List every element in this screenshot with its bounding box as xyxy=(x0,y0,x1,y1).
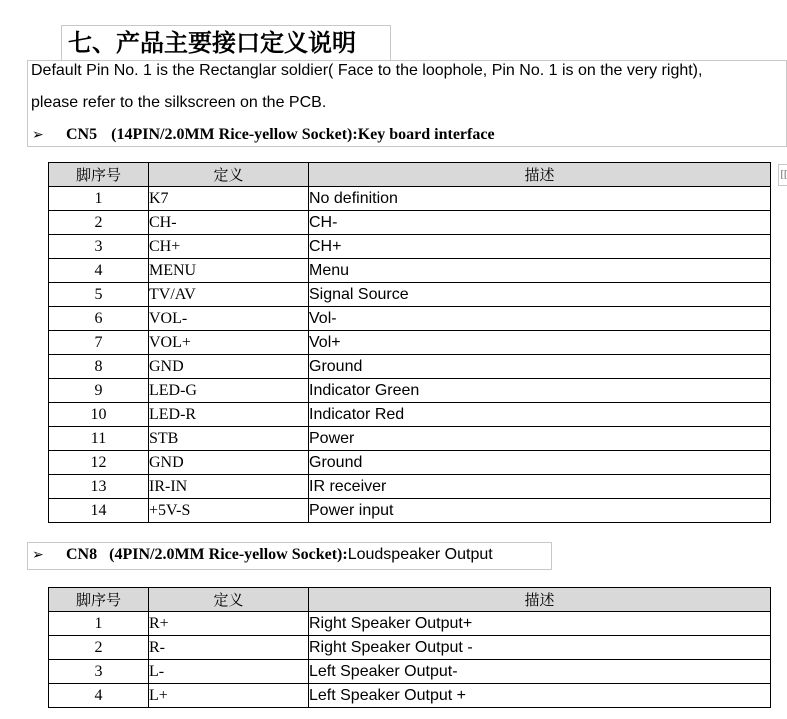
definition-cell: LED-R xyxy=(149,403,309,427)
pin-number-cell: 8 xyxy=(49,355,149,379)
table-row xyxy=(49,499,771,523)
definition-cell: R+ xyxy=(149,612,309,636)
description-cell: Vol- xyxy=(309,307,771,331)
definition-cell: VOL- xyxy=(149,307,309,331)
col-header-definition: 定义 xyxy=(149,588,309,612)
description-cell: Left Speaker Output + xyxy=(309,684,771,708)
pin-number-cell: 13 xyxy=(49,475,149,499)
table-row xyxy=(49,379,771,403)
cn8-name: CN8 xyxy=(66,546,98,563)
pin-number-cell: 10 xyxy=(49,403,149,427)
cn5-heading xyxy=(32,126,495,144)
definition-cell: VOL+ xyxy=(149,331,309,355)
definition-cell: L- xyxy=(149,660,309,684)
pin-number-cell: 12 xyxy=(49,451,149,475)
pin-number-cell: 3 xyxy=(49,660,149,684)
col-header-description: 描述 xyxy=(309,163,771,187)
table-row xyxy=(49,259,771,283)
col-header-definition: 定义 xyxy=(149,163,309,187)
description-cell: Right Speaker Output+ xyxy=(309,612,771,636)
definition-cell: K7 xyxy=(149,187,309,211)
definition-cell: MENU xyxy=(149,259,309,283)
definition-cell: IR-IN xyxy=(149,475,309,499)
pin-number-cell: 4 xyxy=(49,259,149,283)
description-cell: Left Speaker Output- xyxy=(309,660,771,684)
description-cell: Signal Source xyxy=(309,283,771,307)
definition-cell: CH+ xyxy=(149,235,309,259)
definition-cell: R- xyxy=(149,636,309,660)
col-header-pin-no: 脚序号 xyxy=(49,163,149,187)
description-cell: Power xyxy=(309,427,771,451)
description-cell: IR receiver xyxy=(309,475,771,499)
description-cell: CH- xyxy=(309,211,771,235)
description-cell: Indicator Red xyxy=(309,403,771,427)
side-mark: [[ xyxy=(778,164,787,186)
table-row xyxy=(49,475,771,499)
table-row xyxy=(49,427,771,451)
table-row xyxy=(49,235,771,259)
definition-cell: CH- xyxy=(149,211,309,235)
description-cell: Right Speaker Output - xyxy=(309,636,771,660)
table-row xyxy=(49,187,771,211)
cn8-header-row xyxy=(49,588,771,612)
table-row xyxy=(49,451,771,475)
cn5-spec: (14PIN/2.0MM Rice-yellow Socket):Key board interface xyxy=(111,126,495,143)
intro-line-1: Default Pin No. 1 is the Rectanglar soldier( Face to the loophole, Pin No. 1 is on the very right), xyxy=(31,62,703,79)
cn8-table-body xyxy=(49,612,771,708)
pin-number-cell: 1 xyxy=(49,612,149,636)
definition-cell: GND xyxy=(149,451,309,475)
cn8-heading xyxy=(32,546,493,564)
definition-cell: LED-G xyxy=(149,379,309,403)
col-header-pin-no: 脚序号 xyxy=(49,588,149,612)
definition-cell: GND xyxy=(149,355,309,379)
bullet-arrow-icon: ➢ xyxy=(32,547,44,563)
description-cell: Ground xyxy=(309,451,771,475)
definition-cell: STB xyxy=(149,427,309,451)
table-row xyxy=(49,684,771,708)
pin-number-cell: 11 xyxy=(49,427,149,451)
table-row xyxy=(49,636,771,660)
table-row xyxy=(49,612,771,636)
definition-cell: L+ xyxy=(149,684,309,708)
definition-cell: TV/AV xyxy=(149,283,309,307)
description-cell: Vol+ xyxy=(309,331,771,355)
bullet-arrow-icon: ➢ xyxy=(32,127,44,143)
cn8-table xyxy=(48,587,771,708)
cn8-spec: (4PIN/2.0MM Rice-yellow Socket): xyxy=(109,546,348,563)
description-cell: Power input xyxy=(309,499,771,523)
pin-number-cell: 14 xyxy=(49,499,149,523)
cn5-table xyxy=(48,162,771,523)
cn5-header-row xyxy=(49,163,771,187)
intro-line-2: please refer to the silkscreen on the PCB. xyxy=(31,94,327,111)
cn8-spec-tail: Loudspeaker Output xyxy=(347,546,493,563)
cn5-name: CN5 xyxy=(66,126,98,143)
pin-number-cell: 3 xyxy=(49,235,149,259)
description-cell: Indicator Green xyxy=(309,379,771,403)
col-header-description: 描述 xyxy=(309,588,771,612)
pin-number-cell: 7 xyxy=(49,331,149,355)
section-title: 七、产品主要接口定义说明 xyxy=(61,25,391,61)
table-row xyxy=(49,307,771,331)
table-row xyxy=(49,211,771,235)
pin-number-cell: 2 xyxy=(49,636,149,660)
pin-number-cell: 4 xyxy=(49,684,149,708)
table-row xyxy=(49,660,771,684)
pin-number-cell: 6 xyxy=(49,307,149,331)
cn5-table-body xyxy=(49,187,771,523)
table-row xyxy=(49,355,771,379)
pin-number-cell: 9 xyxy=(49,379,149,403)
description-cell: Ground xyxy=(309,355,771,379)
description-cell: Menu xyxy=(309,259,771,283)
pin-number-cell: 5 xyxy=(49,283,149,307)
definition-cell: +5V-S xyxy=(149,499,309,523)
table-row xyxy=(49,403,771,427)
pin-number-cell: 1 xyxy=(49,187,149,211)
pin-number-cell: 2 xyxy=(49,211,149,235)
description-cell: CH+ xyxy=(309,235,771,259)
table-row xyxy=(49,331,771,355)
description-cell: No definition xyxy=(309,187,771,211)
table-row xyxy=(49,283,771,307)
